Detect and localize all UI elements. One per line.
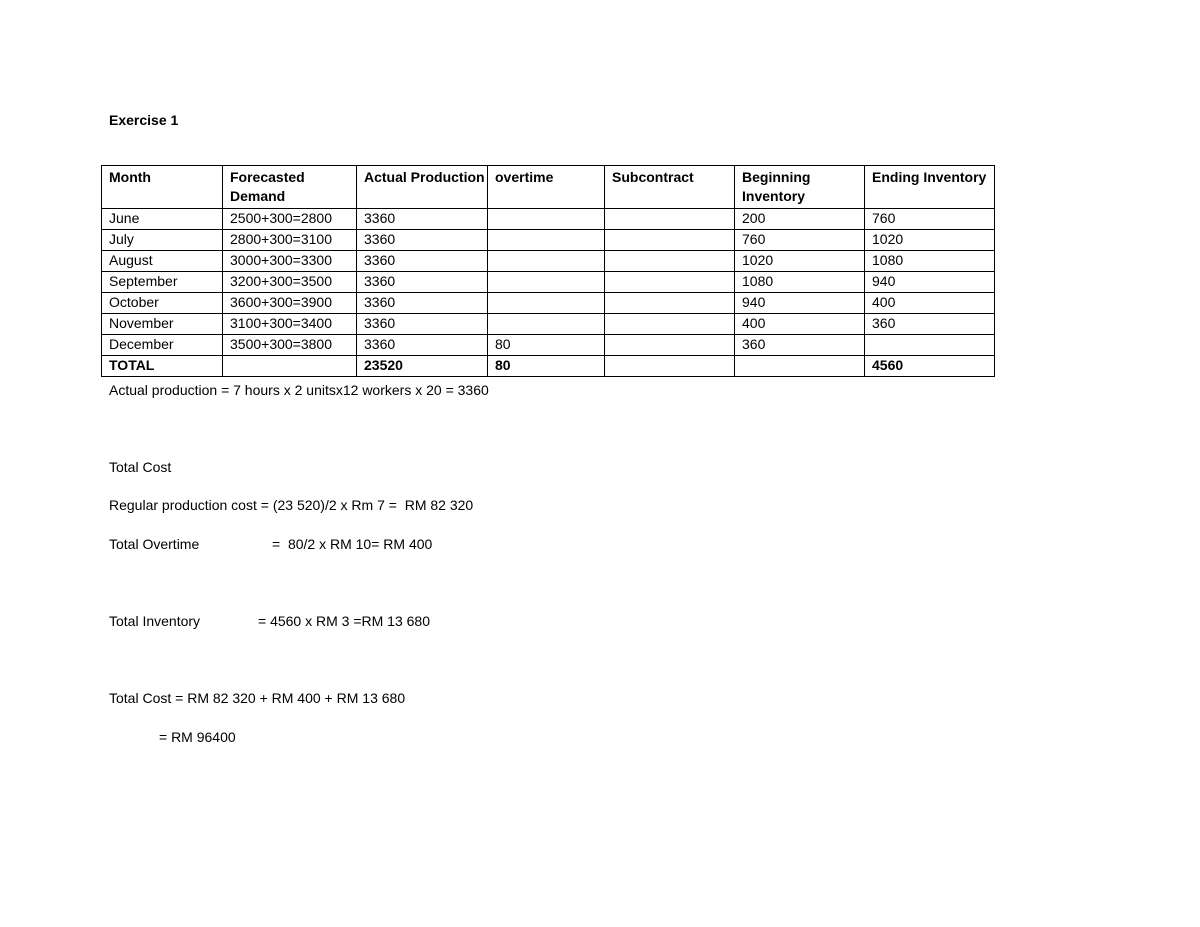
table-cell [488, 293, 605, 314]
table-cell: 760 [735, 230, 865, 251]
table-cell [488, 314, 605, 335]
table-cell: 3360 [357, 251, 488, 272]
total-cell [735, 356, 865, 377]
table-cell: 940 [865, 272, 995, 293]
total-cell: 80 [488, 356, 605, 377]
table-cell [488, 230, 605, 251]
total-cell [605, 356, 735, 377]
total-cost-result: = RM 96400 [159, 729, 236, 745]
table-cell [605, 230, 735, 251]
total-cell: 4560 [865, 356, 995, 377]
table-cell: 360 [735, 335, 865, 356]
table-cell [605, 209, 735, 230]
table-cell: 3100+300=3400 [223, 314, 357, 335]
table-header-row [102, 166, 995, 209]
table-cell: November [102, 314, 223, 335]
table-cell: 3360 [357, 335, 488, 356]
table-cell: August [102, 251, 223, 272]
table-cell: 200 [735, 209, 865, 230]
table-cell: 3360 [357, 272, 488, 293]
actual-production-note: Actual production = 7 hours x 2 unitsx12 workers x 20 = 3360 [109, 382, 489, 398]
table-cell: October [102, 293, 223, 314]
table-cell: December [102, 335, 223, 356]
header-ending-inventory: Ending Inventory [865, 166, 995, 209]
table-row [102, 209, 995, 230]
total-cell: 23520 [357, 356, 488, 377]
table-cell: 1020 [735, 251, 865, 272]
table-row [102, 230, 995, 251]
table-row [102, 251, 995, 272]
table-cell: 3200+300=3500 [223, 272, 357, 293]
table-cell: 400 [865, 293, 995, 314]
table-cell: 3500+300=3800 [223, 335, 357, 356]
inventory-label: Total Inventory [109, 613, 201, 629]
overtime-label: Total Overtime [109, 536, 200, 552]
overtime-value: = 80/2 x RM 10= RM 400 [272, 536, 433, 552]
table-cell: 1020 [865, 230, 995, 251]
table-row [102, 272, 995, 293]
table-cell: 760 [865, 209, 995, 230]
table-total-row [102, 356, 995, 377]
table-cell [605, 251, 735, 272]
production-table [101, 165, 995, 377]
table-cell: 360 [865, 314, 995, 335]
table-cell [488, 251, 605, 272]
table-cell [865, 335, 995, 356]
table-cell: 1080 [865, 251, 995, 272]
table-cell: 3000+300=3300 [223, 251, 357, 272]
table-cell: July [102, 230, 223, 251]
total-cell [223, 356, 357, 377]
header-beginning-inventory: Beginning Inventory [735, 166, 865, 209]
inventory-value: = 4560 x RM 3 =RM 13 680 [258, 613, 430, 629]
header-subcontract: Subcontract [605, 166, 735, 209]
table-cell: 3360 [357, 230, 488, 251]
table-row [102, 314, 995, 335]
table-cell [605, 293, 735, 314]
table-cell: June [102, 209, 223, 230]
header-overtime: overtime [488, 166, 605, 209]
table-row [102, 335, 995, 356]
table-cell: 3360 [357, 314, 488, 335]
table-cell [605, 314, 735, 335]
exercise-title: Exercise 1 [109, 112, 179, 128]
table-cell: 80 [488, 335, 605, 356]
header-month: Month [102, 166, 223, 209]
table-row [102, 293, 995, 314]
table-cell [605, 272, 735, 293]
table-cell: 1080 [735, 272, 865, 293]
table-cell: 2800+300=3100 [223, 230, 357, 251]
header-forecasted-demand: Forecasted Demand [223, 166, 357, 209]
table-cell [488, 272, 605, 293]
table-cell: 940 [735, 293, 865, 314]
table-cell: 3600+300=3900 [223, 293, 357, 314]
table-cell: 2500+300=2800 [223, 209, 357, 230]
regular-production-cost: Regular production cost = (23 520)/2 x Rm 7 = RM 82 320 [109, 497, 474, 513]
total-cell: TOTAL [102, 356, 223, 377]
table-cell: 3360 [357, 209, 488, 230]
table-cell: September [102, 272, 223, 293]
total-cost-line: Total Cost = RM 82 320 + RM 400 + RM 13 680 [109, 690, 406, 706]
table-cell [605, 335, 735, 356]
header-actual-production: Actual Production [357, 166, 488, 209]
total-cost-heading: Total Cost [109, 459, 172, 475]
table-cell [488, 209, 605, 230]
table-cell: 400 [735, 314, 865, 335]
table-cell: 3360 [357, 293, 488, 314]
